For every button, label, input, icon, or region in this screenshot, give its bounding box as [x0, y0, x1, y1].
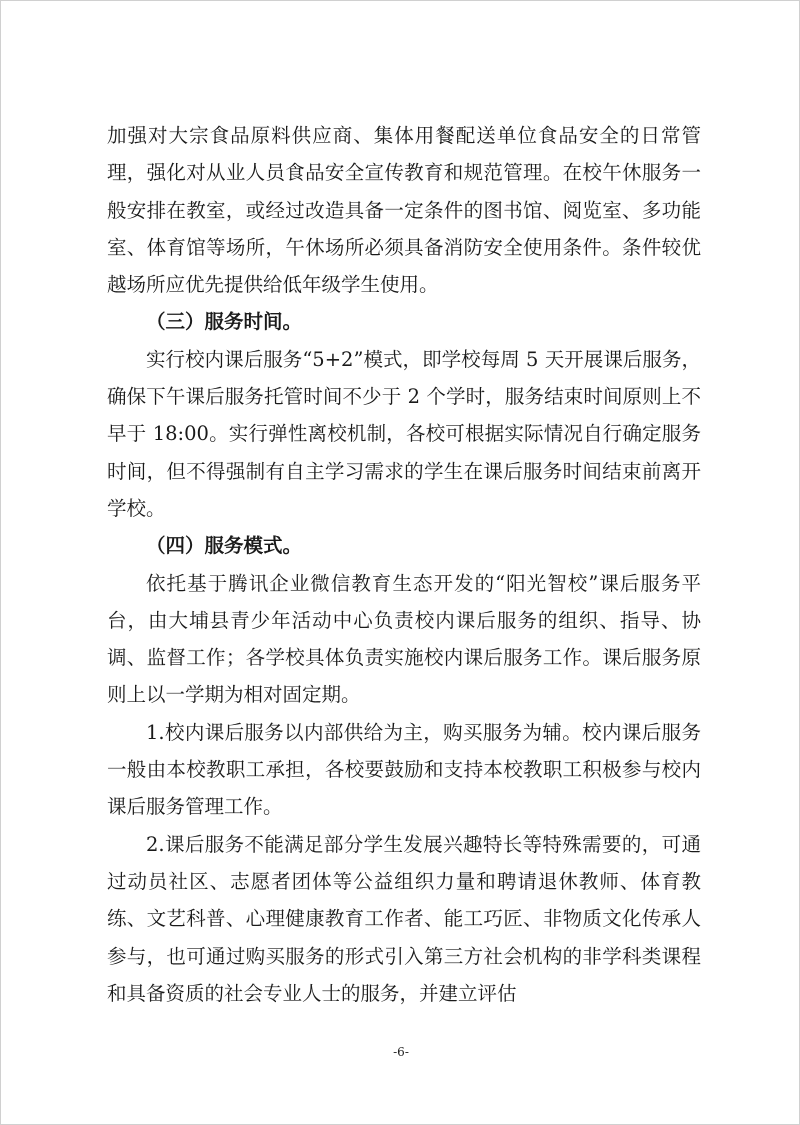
paragraph-food-safety: 加强对大宗食品原料供应商、集体用餐配送单位食品安全的日常管理，强化对从业人员食品安全宣传教育和规范管理。在校午休服务一般安排在教室，或经过改造具备一定条件的图书馆、阅览室、多功能室、体育馆等场所，午休场所必须具备消防安全使用条件。条件较优越场所应优先提供给低年级学生使用。: [107, 124, 701, 297]
paragraph-item-2: 2.课后服务不能满足部分学生发展兴趣特长等特殊需要的，可通过动员社区、志愿者团体等公益组织力量和聘请退休教师、体育教练、文艺科普、心理健康教育工作者、能工巧匠、非物质文化传承人参与，也可通过购买服务的形式引入第三方社会机构的非学科类课程和具备资质的社会专业人士的服务，并建立评估: [107, 832, 701, 1005]
heading-service-time: （三）服务时间。: [146, 310, 303, 334]
paragraph-service-time: 实行校内课后服务“5+2”模式，即学校每周 5 天开展课后服务，确保下午课后服务托管时间不少于 2 个学时，服务结束时间原则上不早于 18:00。实行弹性离校机制，各校可根据实际情况自行确定服务时间，但不得强制有自主学习需求的学生在课后服务时间结束前离开学校。: [107, 347, 701, 520]
heading-service-mode: （四）服务模式。: [146, 534, 303, 558]
paragraph-item-1: 1.校内课后服务以内部供给为主，购买服务为辅。校内课后服务一般由本校教职工承担，各校要鼓励和支持本校教职工积极参与校内课后服务管理工作。: [107, 720, 701, 819]
paragraph-service-platform: 依托基于腾讯企业微信教育生态开发的“阳光智校”课后服务平台，由大埔县青少年活动中心负责校内课后服务的组织、指导、协调、监督工作；各学校具体负责实施校内课后服务工作。课后服务原则上以一学期为相对固定期。: [107, 571, 701, 707]
page-number: -6-: [393, 1045, 409, 1059]
document-body: [107, 117, 701, 1012]
